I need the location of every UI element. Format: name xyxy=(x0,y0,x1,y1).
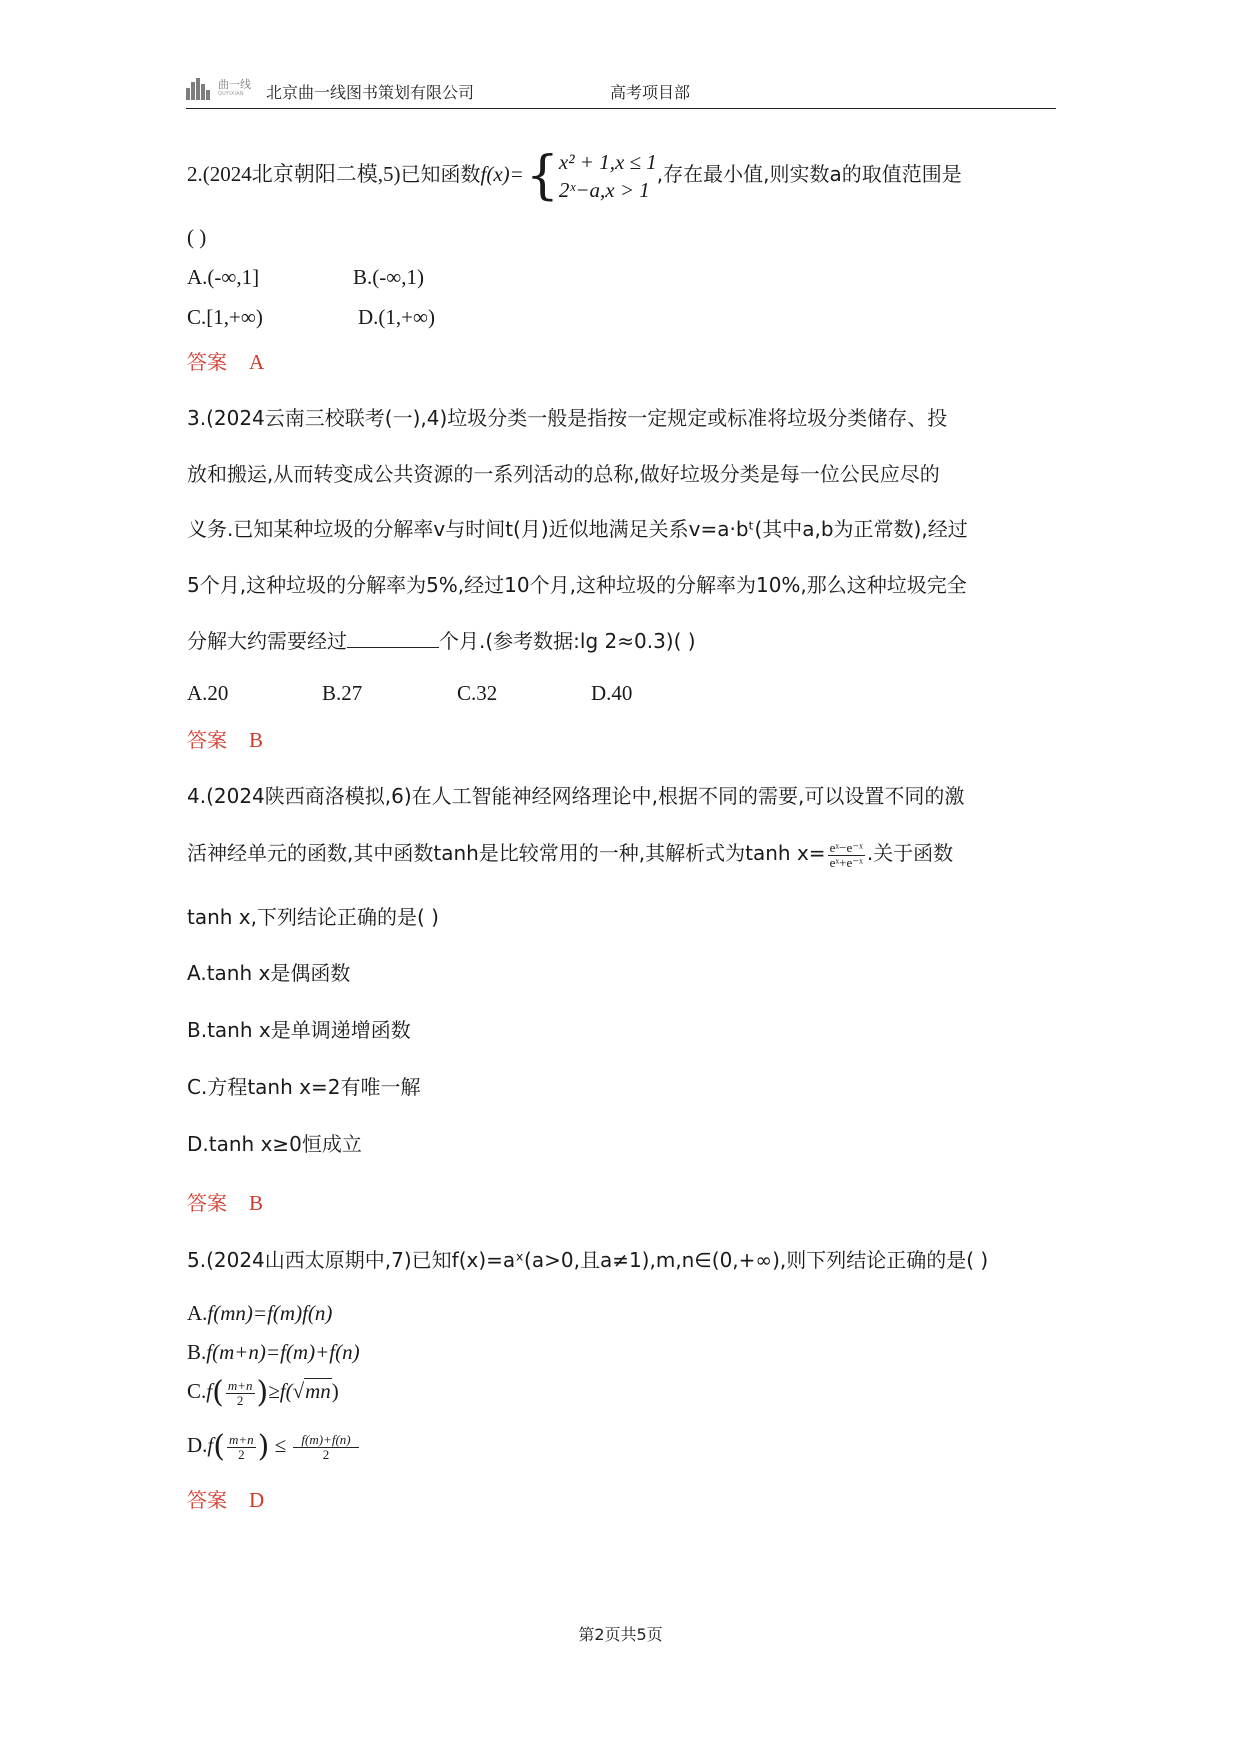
quyixian-logo-icon xyxy=(186,76,266,102)
sqrt-expression: mn xyxy=(305,1379,331,1403)
fraction: $\frac{m+n}{2}$ xyxy=(228,1431,254,1462)
question-3-line-4: 5个月,这种垃圾的分解率为5%,经过10个月,这种垃圾的分解率为10%,那么这种垃圾完全 xyxy=(187,573,967,597)
logo-bars xyxy=(186,78,214,100)
question-3-line-1: 3.(2024云南三校联考(一),4)垃圾分类一般是指按一定规定或标准将垃圾分类储存、投 xyxy=(187,406,948,430)
answer-value: A xyxy=(249,350,265,374)
answer-label: 答案 xyxy=(187,728,227,752)
answer-label: 答案 xyxy=(187,1488,227,1512)
question-source: (2024北京朝阳二模,5) xyxy=(202,161,401,186)
company-name: 北京曲一线图书策划有限公司 xyxy=(266,83,475,102)
question-4-line-3: tanh x,下列结论正确的是( ) xyxy=(187,905,439,929)
rhs-fraction: $\frac{f(m)+f(n)}{2}$ xyxy=(293,1433,358,1462)
option-c: C.方程tanh x=2有唯一解 xyxy=(187,1075,421,1099)
question-5-stem: 5.(2024山西太原期中,7)已知f(x)=aˣ(a>0,且a≠1),m,n∈(0,+∞),则下列结论正确的是( ) xyxy=(187,1248,989,1272)
option-d: D.40 xyxy=(591,681,633,705)
option-c: C.[1,+∞) xyxy=(187,305,263,329)
answer-q5 xyxy=(187,1487,264,1513)
answer-q3 xyxy=(187,727,263,753)
option-d: D.(1,+∞) xyxy=(358,305,435,329)
option-b: B.(-∞,1) xyxy=(353,265,424,289)
question-3-line-5: 分解大约需要经过 个月.(参考数据:lg 2≈0.3)( ) xyxy=(187,629,696,653)
question-4-line-1: 4.(2024陕西商洛模拟,6)在人工智能神经网络理论中,根据不同的需要,可以设置不同的激 xyxy=(187,784,965,808)
logo-subtext: QUYIXIAN xyxy=(218,91,244,97)
piece-1: x² + 1,x ≤ 1 xyxy=(558,150,657,174)
stem-suffix: ,存在最小值,则实数a的取值范围是 xyxy=(656,161,962,186)
option-a: A.f(mn)=f(m)f(n) xyxy=(187,1301,333,1325)
piece-2: 2ˣ−a,x > 1 xyxy=(558,178,650,202)
option-c: C.f( $\frac{m+n}{2}$ )≥f(√mn) xyxy=(187,1375,339,1411)
page-number: 第2页共5页 xyxy=(578,1625,663,1644)
question-4-line-2: 活神经单元的函数,其中函数tanh是比较常用的一种,其解析式为tanh x= $\frac{\text{eˣ−e⁻ˣ}}{\text{eˣ+e⁻ˣ}}$ .关于函数 xyxy=(187,839,954,870)
department-name: 高考项目部 xyxy=(610,83,691,102)
option-d: D.tanh x≥0恒成立 xyxy=(187,1132,362,1156)
answer-value: D xyxy=(249,1488,265,1512)
piecewise-function: { x² + 1,x ≤ 1 2ˣ−a,x > 1 xyxy=(525,146,657,206)
answer-value: B xyxy=(249,1191,264,1215)
question-number: 2 xyxy=(187,161,198,186)
logo-mark: 曲一线 xyxy=(218,78,251,91)
option-a: A.20 xyxy=(187,681,229,705)
option-c: C.32 xyxy=(457,681,498,705)
option-b: B.f(m+n)=f(m)+f(n) xyxy=(187,1340,360,1364)
answer-value: B xyxy=(249,728,264,752)
question-3-line-2: 放和搬运,从而转变成公共资源的一系列活动的总称,做好垃圾分类是每一位公民应尽的 xyxy=(187,462,940,486)
function-label: f(x)= xyxy=(480,161,524,186)
option-b: B.27 xyxy=(322,681,363,705)
answer-q2 xyxy=(187,349,264,375)
question-2-stem: 2.(2024北京朝阳二模,5)已知函数f(x)={ x² + 1,x ≤ 1 2ˣ−a,x > 1 ,存在最小值,则实数a的取值范围是 xyxy=(187,146,962,206)
question-3-line-3: 义务.已知某种垃圾的分解率v与时间t(月)近似地满足关系v=a·bᵗ(其中a,b为正常数),经过 xyxy=(187,517,968,541)
option-a: A.tanh x是偶函数 xyxy=(187,961,351,985)
answer-label: 答案 xyxy=(187,1191,227,1215)
page-header xyxy=(186,72,1056,109)
answer-q4 xyxy=(187,1190,263,1216)
option-a: A.(-∞,1] xyxy=(187,265,260,289)
question-2-paren: ( ) xyxy=(187,225,207,249)
stem-prefix: 已知函数 xyxy=(400,161,481,186)
tanh-fraction: $\frac{\text{eˣ−e⁻ˣ}}{\text{eˣ+e⁻ˣ}}$ xyxy=(829,839,863,870)
fill-in-blank xyxy=(347,627,439,648)
fraction: $\frac{m+n}{2}$ xyxy=(227,1377,253,1408)
answer-label: 答案 xyxy=(187,350,227,374)
option-b: B.tanh x是单调递增函数 xyxy=(187,1018,411,1042)
option-d: D.f( $\frac{m+n}{2}$ ) ≤ $\frac{f(m)+f(n)}{2}$ xyxy=(187,1432,361,1462)
